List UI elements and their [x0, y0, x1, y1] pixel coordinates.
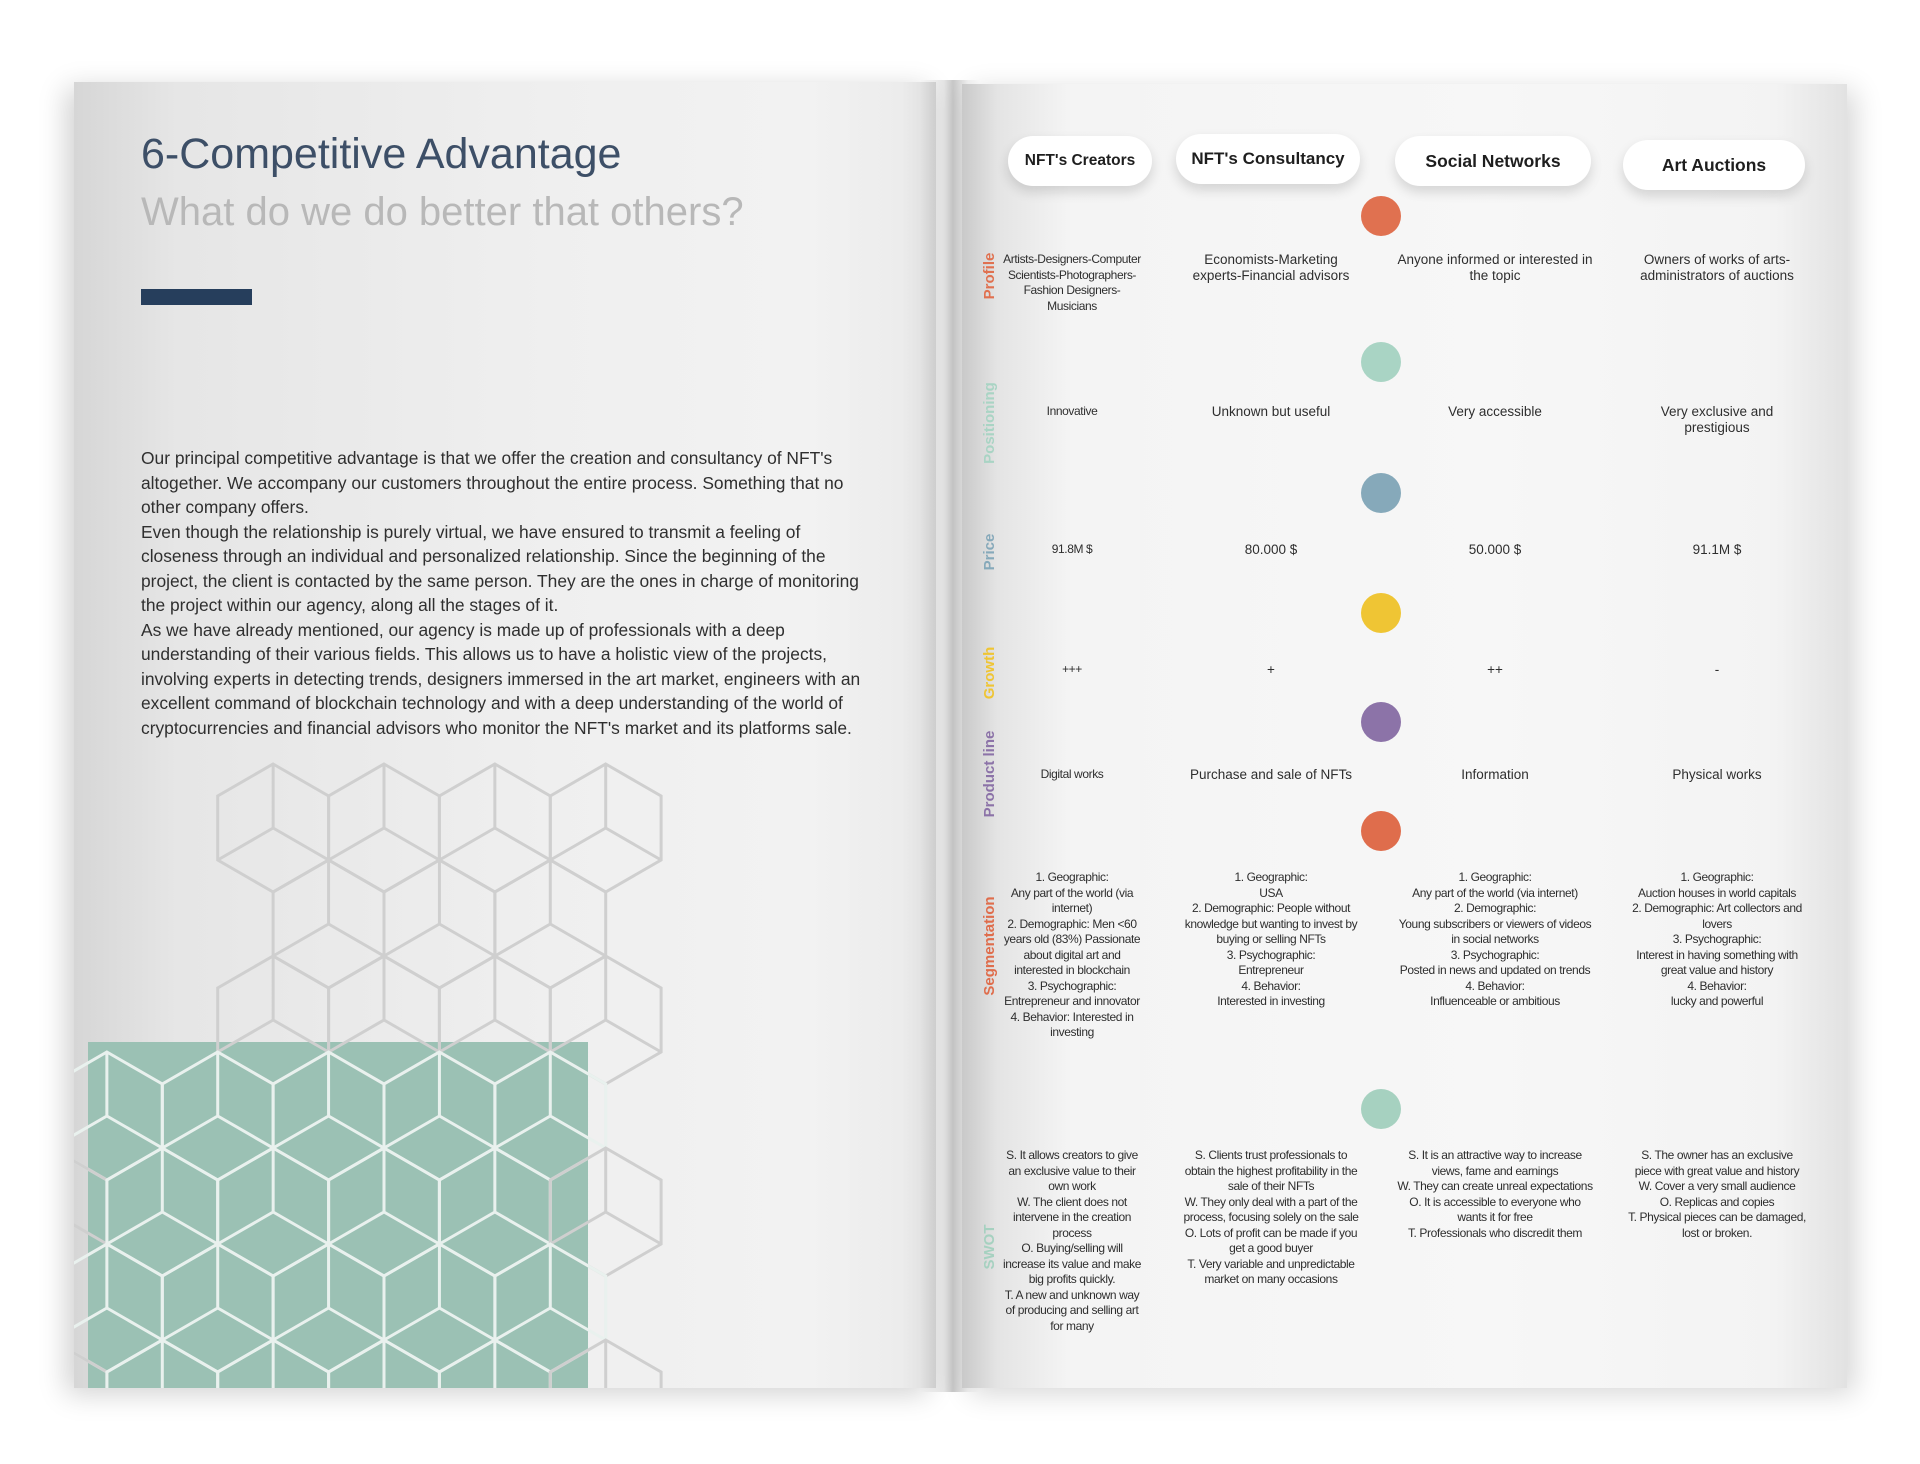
table-cell: 1. Geographic: Any part of the world (via internet) 2. Demographic: Men <60 years old (83%) Passionate about digital art and interested in blockchain 3. Psychographic: Entrepreneur and innovator 4. Behavior: Interested in investing — [1003, 870, 1141, 1039]
hex-cube-shape — [329, 1340, 440, 1388]
paragraph: Our principal competitive advantage is that we offer the creation and consultancy of NFT's altogether. We accompany our customers throughout the entire process. Something that no other company offers. — [141, 448, 844, 517]
column-header-art-auctions: Art Auctions — [1623, 140, 1805, 190]
row-dot-price — [1361, 473, 1401, 513]
table-cell: Economists-Marketing experts-Financial advisors — [1192, 252, 1350, 283]
hex-cube-shape — [495, 860, 606, 988]
paragraph: Even though the relationship is purely virtual, we have ensured to transmit a feeling of closeness through an individual and personalized relationship. Since the beginning of the project, the client is contacted by the same person. They are the ones in charge of monitoring the project within our agency, along all the stages of it. — [141, 521, 859, 615]
table-cell: 1. Geographic: Auction houses in world capitals 2. Demographic: Art collectors and lovers 3. Psychographic: Interest in having something with great value and history 4. Behavior: lucky and powerful — [1632, 870, 1802, 1008]
paragraph: As we have already mentioned, our agency is made up of professionals with a deep understanding of their various fields. This allows us to have a holistic view of the projects, involving experts in detecting trends, designers immersed in the art market, engineers with an excellent command of blockchain technology and with a deep understanding of the world of cryptocurrencies and financial advisors who monitor the NFT's market and its platforms sale. — [141, 619, 861, 738]
hex-cube-shape — [329, 956, 440, 1084]
table-cell: Anyone informed or interested in the topic — [1397, 252, 1593, 283]
table-cell: 80.000 $ — [1244, 542, 1298, 557]
row-dot-positioning — [1361, 342, 1401, 382]
row-label: Profile — [981, 252, 998, 300]
table-cell: Information — [1461, 767, 1529, 782]
table-cell: Unknown but useful — [1211, 404, 1331, 419]
table-cell: Owners of works of arts-administrators of auctions — [1640, 252, 1794, 283]
table-cell: Very exclusive and prestigious — [1660, 404, 1774, 435]
row-label: Growth — [981, 646, 998, 700]
table-cell: 50.000 $ — [1468, 542, 1522, 557]
table-cell: S. Clients trust professionals to obtain the highest profitability in the sale of their NFTs W. They only deal with a part of the process, focusing solely on the sale O. Lots of profit can be made if you get a good buyer T. Very variable and unpredictable market on many occasions — [1183, 1148, 1359, 1286]
table-cell: S. It is an attractive way to increase views, fame and earnings W. They can create unreal expectations O. It is accessible to everyone who wants it for free T. Professionals who discredit them — [1397, 1148, 1593, 1240]
hex-cube-shape — [384, 860, 495, 988]
hex-cube-shape — [329, 764, 440, 892]
row-dot-segmentation — [1361, 811, 1401, 851]
hex-cube-shape — [384, 1052, 495, 1180]
hex-cube-shape — [74, 1052, 162, 1180]
table-cell: 91.8M $ — [1051, 542, 1093, 556]
hex-cube-shape — [550, 1148, 661, 1276]
hex-cube-shape — [439, 764, 550, 892]
left-page — [74, 82, 936, 1388]
table-cell: 1. Geographic: Any part of the world (via internet) 2. Demographic: Young subscribers or viewers of videos in social networks 3. Psychographic: Posted in news and updated on trends 4. Behavior: Influenceable or ambitious — [1398, 870, 1592, 1008]
hex-cube-shape — [74, 1148, 107, 1276]
row-label: Product line — [981, 730, 998, 818]
table-cell: Digital works — [1040, 767, 1104, 781]
column-header-creators: NFT's Creators — [1008, 136, 1152, 186]
hex-cube-shape — [218, 1148, 329, 1276]
row-label: Positioning — [981, 382, 998, 464]
table-cell: Purchase and sale of NFTs — [1189, 767, 1353, 782]
table-cell: Very accessible — [1448, 404, 1542, 419]
row-dot-profile — [1361, 196, 1401, 236]
row-label: Price — [981, 533, 998, 571]
hex-cube-shape — [439, 956, 550, 1084]
hex-cube-shape — [107, 1340, 218, 1388]
hex-cube-shape — [329, 1148, 440, 1276]
row-dot-growth — [1361, 593, 1401, 633]
hex-cube-shape — [162, 1052, 273, 1180]
hex-pattern-graphic — [74, 82, 936, 1388]
hex-cube-shape — [384, 1244, 495, 1372]
hex-cube-shape — [218, 764, 329, 892]
column-header-consultancy: NFT's Consultancy — [1176, 134, 1360, 184]
hex-cube-shape — [550, 1340, 661, 1388]
hex-cube-shape — [273, 1052, 384, 1180]
hex-cube-shape — [162, 1244, 273, 1372]
table-cell: Innovative — [1046, 404, 1098, 418]
hex-cube-shape — [218, 956, 329, 1084]
table-cell: + — [1267, 662, 1275, 677]
table-cell: 91.1M $ — [1692, 542, 1742, 557]
hex-cube-shape — [107, 1148, 218, 1276]
hex-cube-shape — [495, 1052, 606, 1180]
hex-cube-shape — [439, 1148, 550, 1276]
hex-cube-shape — [439, 1340, 550, 1388]
hex-cube-shape — [74, 1340, 107, 1388]
page-subtitle: What do we do better that others? — [141, 190, 744, 234]
hex-cube-shape — [550, 764, 661, 892]
table-cell: ++ — [1487, 662, 1503, 677]
table-cell: Artists-Designers-Computer Scientists-Photographers-Fashion Designers-Musicians — [1003, 252, 1141, 313]
right-page — [962, 84, 1847, 1388]
table-cell: 1. Geographic: USA 2. Demographic: People without knowledge but wanting to invest by buying or selling NFTs 3. Psychographic: Entrepreneur 4. Behavior: Interested in investing — [1184, 870, 1358, 1008]
row-dot-product-line — [1361, 702, 1401, 742]
table-cell: +++ — [1062, 662, 1082, 676]
row-label: Segmentation — [981, 896, 998, 996]
table-cell: S. The owner has an exclusive piece with great value and history W. Cover a very small audience O. Replicas and copies T. Physical pieces can be damaged, lost or broken. — [1628, 1148, 1806, 1240]
hex-cube-shape — [273, 860, 384, 988]
hex-cube-shape — [218, 1340, 329, 1388]
hex-cube-shape — [273, 1244, 384, 1372]
hex-cube-shape — [495, 1244, 606, 1372]
hex-cube-shape — [550, 956, 661, 1084]
page-title: 6-Competitive Advantage — [141, 130, 622, 178]
row-label: SWOT — [981, 1224, 998, 1270]
table-cell: Physical works — [1672, 767, 1762, 782]
column-header-social-networks: Social Networks — [1395, 136, 1591, 186]
table-cell: S. It allows creators to give an exclusive value to their own work W. The client does not intervene in the creation process O. Buying/selling will increase its value and make big profits quickly. T. A new and unknown way of producing and selling art for many — [1003, 1148, 1141, 1333]
table-cell: - — [1714, 662, 1720, 677]
row-dot-swot — [1361, 1089, 1401, 1129]
hex-cube-shape — [74, 1244, 162, 1372]
